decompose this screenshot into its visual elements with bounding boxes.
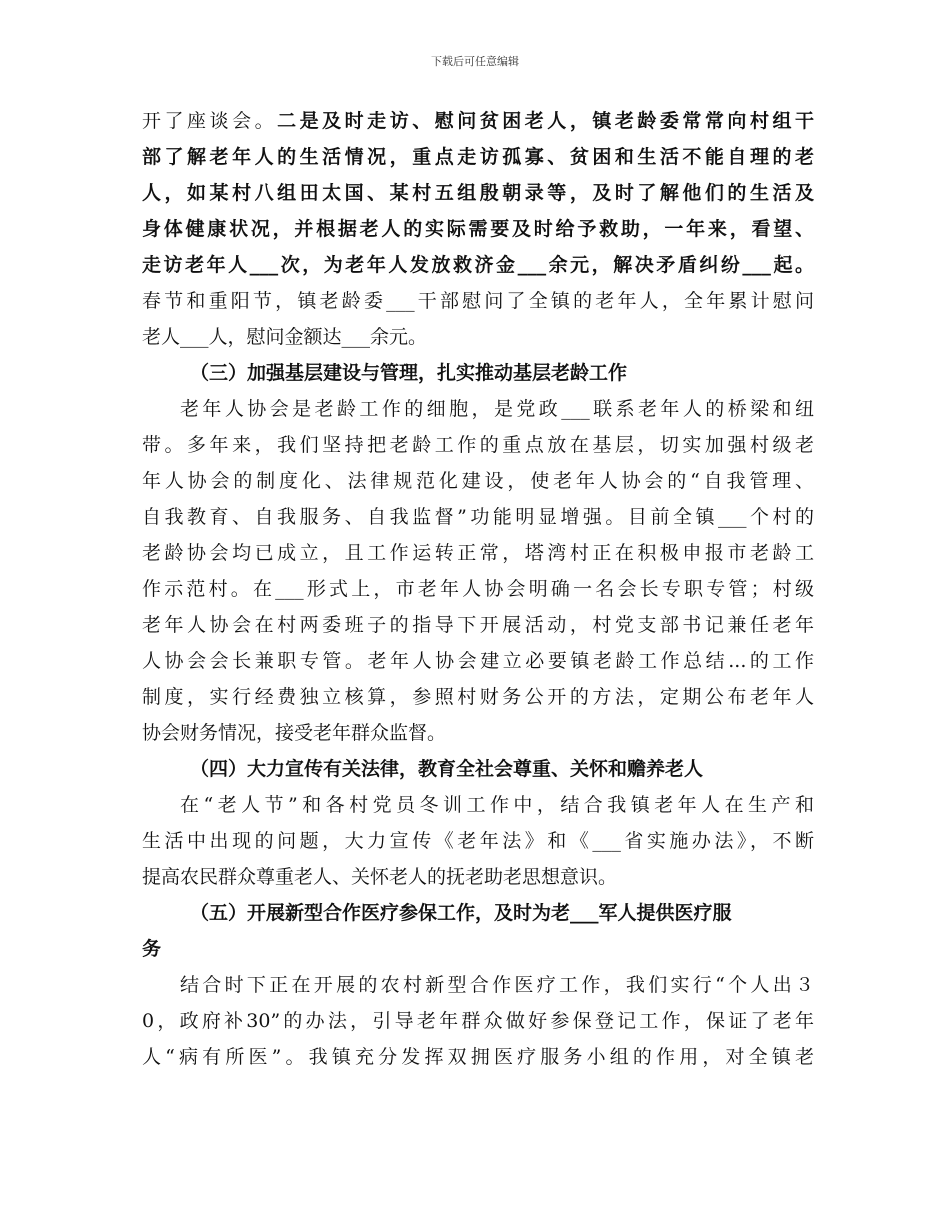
text-segment: 在“老人节”和各村党员冬训工作中，结合我镇老年人在生产和 — [180, 794, 814, 816]
text-segment: 结合时下正在开展的农村新型合作医疗工作，我们实行“个人出３ — [180, 974, 814, 996]
paragraph-line — [142, 859, 814, 895]
paragraph-line — [142, 679, 814, 715]
text-segment: 协会财务情况，接受老年群众监督。 — [142, 722, 447, 744]
text-segment: 作示范村。在___形式上，市老年人协会明确一名会长专职专管；村级 — [142, 578, 814, 600]
text-segment: 提高农民群众尊重老人、关怀老人的抚老助老思想意识。 — [142, 866, 618, 888]
text-segment: 部了解老年人的生活情况，重点走访孤寡、贫困和生活不能自理的老 — [142, 146, 814, 168]
section-heading — [142, 895, 814, 931]
paragraph-line — [142, 715, 814, 751]
paragraph-line — [142, 499, 814, 535]
paragraph-line — [142, 823, 814, 859]
text-segment: （三）加强基层建设与管理，扎实推动基层老龄工作 — [190, 362, 628, 384]
paragraph-line — [142, 319, 814, 355]
paragraph-line — [142, 1039, 814, 1075]
text-segment: 老年人协会在村两委班子的指导下开展活动，村党支部书记兼任老年 — [142, 614, 814, 636]
text-segment: 人协会会长兼职专管。老年人协会建立必要镇老龄工作总结...的工作 — [142, 650, 814, 672]
document-body — [142, 103, 814, 1075]
paragraph-line — [142, 391, 814, 427]
text-segment: 生活中出现的问题，大力宣传《老年法》和《___省实施办法》，不断 — [142, 830, 814, 852]
text-segment: 自我教育、自我服务、自我监督”功能明显增强。目前全镇___个村的 — [142, 506, 814, 528]
section-heading — [142, 751, 814, 787]
text-segment: 人，如某村八组田太国、某村五组殷朝录等，及时了解他们的生活及 — [142, 182, 814, 204]
paragraph-line — [142, 607, 814, 643]
text-segment: 身体健康状况，并根据老人的实际需要及时给予救助，一年来，看望、 — [142, 218, 814, 240]
text-segment: 务 — [142, 938, 162, 960]
paragraph-line — [142, 931, 814, 967]
text-segment: 0，政府补30”的办法，引导老年群众做好参保登记工作，保证了老年 — [142, 1010, 814, 1032]
paragraph-line — [142, 1003, 814, 1039]
text-segment: 老龄协会均已成立，且工作运转正常，塔湾村正在积极申报市老龄工 — [142, 542, 814, 564]
text-segment: 开了座谈会。 — [142, 110, 278, 132]
paragraph-line — [142, 175, 814, 211]
paragraph-line — [142, 967, 814, 1003]
paragraph-line — [142, 139, 814, 175]
text-segment: 年人协会的制度化、法律规范化建设，使老年人协会的“自我管理、 — [142, 470, 814, 492]
paragraph-line — [142, 571, 814, 607]
paragraph-line — [142, 103, 814, 139]
text-segment: 制度，实行经费独立核算，参照村财务公开的方法，定期公布老年人 — [142, 686, 814, 708]
text-segment: 人“病有所医”。我镇充分发挥双拥医疗服务小组的作用，对全镇老 — [142, 1046, 814, 1068]
paragraph-line — [142, 283, 814, 319]
paragraph-line — [142, 535, 814, 571]
text-segment: 二是及时走访、慰问贫困老人，镇老龄委常常向村组干 — [277, 110, 814, 132]
text-segment: 走访老年人___次，为老年人发放救济金___余元，解决矛盾纠纷___起。 — [142, 254, 814, 276]
paragraph-line — [142, 427, 814, 463]
paragraph-line — [142, 643, 814, 679]
text-segment: （五）开展新型合作医疗参保工作，及时为老___军人提供医疗服 — [190, 902, 732, 924]
paragraph-line — [142, 463, 814, 499]
section-heading — [142, 355, 814, 391]
text-segment: 老年人协会是老龄工作的细胞，是党政___联系老年人的桥梁和纽 — [180, 398, 814, 420]
text-segment: 老人___人，慰问金额达___余元。 — [142, 326, 428, 348]
paragraph-line — [142, 787, 814, 823]
paragraph-line — [142, 247, 814, 283]
text-segment: （四）大力宣传有关法律，教育全社会尊重、关怀和赡养老人 — [190, 758, 704, 780]
text-segment: 春节和重阳节，镇老龄委___干部慰问了全镇的老年人，全年累计慰问 — [142, 290, 814, 312]
text-segment: 带。多年来，我们坚持把老龄工作的重点放在基层，切实加强村级老 — [142, 434, 814, 456]
page-header: 下载后可任意编辑 — [431, 55, 519, 68]
paragraph-line — [142, 211, 814, 247]
